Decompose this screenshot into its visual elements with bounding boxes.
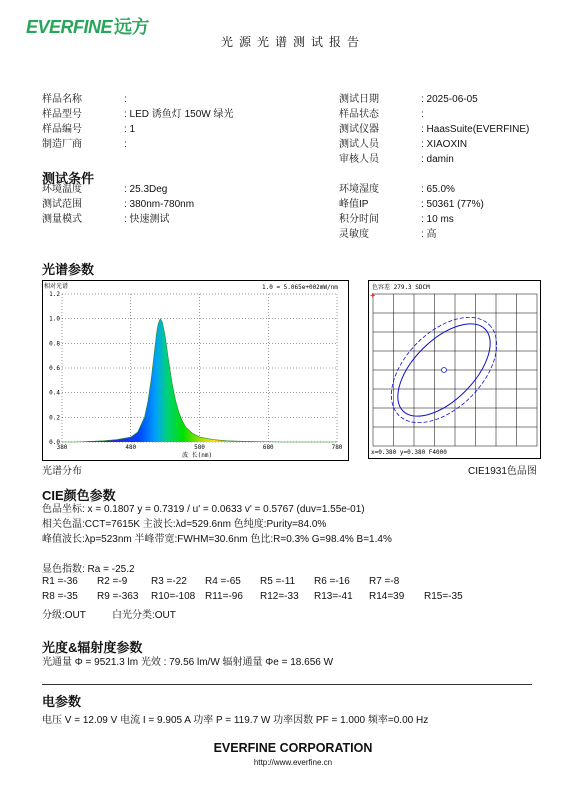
y-tick-label: 1.2 [49, 291, 60, 298]
cie-line-1: 色品坐标: x = 0.1807 y = 0.7319 / u' = 0.0633 v' = 0.5767 (duv=1.55e-01) [42, 504, 365, 515]
r-value: R13=-41 [314, 591, 353, 602]
x-tick-label: 680 [262, 444, 274, 451]
conditions-heading: 测试条件 [42, 171, 95, 186]
condition-row: 测量模式 : 快速测试 [42, 214, 170, 225]
cie-line-2: 相关色温:CCT=7615K 主波长:λd=529.6nm 色纯度:Purity=84.0% [42, 519, 327, 530]
spectrum-caption: 光谱分布 [42, 466, 82, 477]
condition-row: 测试范围 : 380nm-780nm [42, 199, 195, 210]
spectrum-heading: 光谱参数 [42, 262, 95, 277]
condition-row: 环境温度 : 25.3Deg [42, 184, 168, 195]
r-value: R9 =-363 [97, 591, 139, 602]
electrical-line: 电压 V = 12.09 V 电流 I = 9.905 A 功率 P = 119.7 W 功率因数 PF = 1.000 频率=0.00 Hz [42, 715, 429, 726]
r-value: R5 =-11 [260, 576, 296, 587]
r-value: R6 =-16 [314, 576, 350, 587]
r-value: R15=-35 [424, 591, 463, 602]
sample-row: 制造厂商 : [42, 139, 127, 150]
sample-row: 样品名称 : [42, 94, 127, 105]
company-name: EVERFINE CORPORATION [213, 741, 373, 755]
y-tick-label: 0.2 [49, 414, 60, 422]
y-tick-label: 0.0 [49, 439, 60, 446]
sample-row: 测试日期 : 2025-06-05 [339, 94, 478, 105]
r-value: R8 =-35 [42, 591, 78, 602]
r-value: R2 =-9 [97, 576, 128, 587]
sample-info-left [42, 92, 342, 156]
r-value: R4 =-65 [205, 576, 241, 587]
conditions-right [339, 182, 579, 246]
y-tick-label: 1.0 [49, 315, 60, 323]
sample-row: 审核人员 : damin [339, 154, 454, 165]
y-tick-label: 0.4 [49, 389, 60, 397]
condition-row: 灵敏度 : 高 [339, 229, 437, 240]
cie-label: 色容差 279.3 SDCM [372, 284, 430, 291]
y-tick-label: 0.8 [49, 340, 60, 348]
photometric-line: 光通量 Φ = 9521.3 lm 光效 : 79.56 lm/W 辐射通量 Φe = 18.656 W [42, 657, 334, 668]
sample-row: 测试仪器 : HaasSuite(EVERFINE) [339, 124, 530, 135]
spectrum-scale-note: 1.0 = 5.065e+002mW/nm [262, 284, 338, 291]
sample-row: 样品编号 : 1 [42, 124, 136, 135]
cie-center-point [442, 368, 447, 373]
company-url: http://www.everfine.cn [253, 758, 333, 767]
ra-value: 显色指数: Ra = -25.2 [42, 564, 135, 575]
cie-caption: CIE1931色品图 [468, 466, 537, 477]
cie-target-mark: + [370, 291, 376, 301]
divider [42, 684, 532, 685]
r-value: R10=-108 [151, 591, 196, 602]
x-tick-label: 780 [331, 444, 343, 451]
sample-row: 测试人员 : XIAOXIN [339, 139, 468, 150]
condition-row: 环境湿度 : 65.0% [339, 184, 455, 195]
r-value: R12=-33 [260, 591, 299, 602]
white-class: 白光分类:OUT [112, 610, 176, 621]
logo-text: EVERFINE [26, 17, 113, 37]
photometric-heading: 光度&辐射度参数 [42, 640, 143, 655]
sample-info-right [339, 92, 579, 172]
condition-row: 峰值IP : 50361 (77%) [339, 199, 484, 210]
cie-heading: CIE颜色参数 [42, 488, 116, 503]
report-title: 光源光谱测试报告 [220, 35, 365, 49]
sample-row: 样品型号 : LED 诱鱼灯 150W 绿光 [42, 109, 234, 120]
spectrum-ylabel: 相对光谱 [44, 283, 69, 290]
x-tick-label: 380 [56, 444, 68, 451]
cie-line-3: 峰值波长:λp=523nm 半峰带宽:FWHM=30.6nm 色比:R=0.3% G=98.4% B=1.4% [42, 534, 392, 545]
electrical-heading: 电参数 [42, 694, 82, 709]
x-tick-label: 480 [125, 444, 137, 451]
cie-coord: x=0.380 y=0.380 F4000 [371, 449, 447, 456]
r-value: R3 =-22 [151, 576, 187, 587]
r-value: R11=-96 [205, 591, 243, 602]
logo-cn: 远方 [114, 17, 150, 37]
cie-frame [369, 281, 541, 459]
sample-row: 样品状态 : [339, 109, 424, 120]
cie-chart [368, 280, 542, 460]
conditions-left [42, 182, 332, 230]
spectrum-xlabel: 波 长(nm) [182, 452, 213, 459]
y-tick-label: 0.6 [49, 365, 60, 372]
spectrum-chart [42, 280, 350, 462]
r-value: R7 =-8 [369, 576, 400, 587]
grade: 分级:OUT [42, 610, 86, 621]
spectrum-frame [43, 281, 349, 461]
r-value: R1 =-36 [42, 576, 78, 587]
x-tick-label: 580 [194, 444, 205, 451]
r-value: R14=39 [369, 591, 405, 602]
condition-row: 积分时间 : 10 ms [339, 214, 454, 225]
